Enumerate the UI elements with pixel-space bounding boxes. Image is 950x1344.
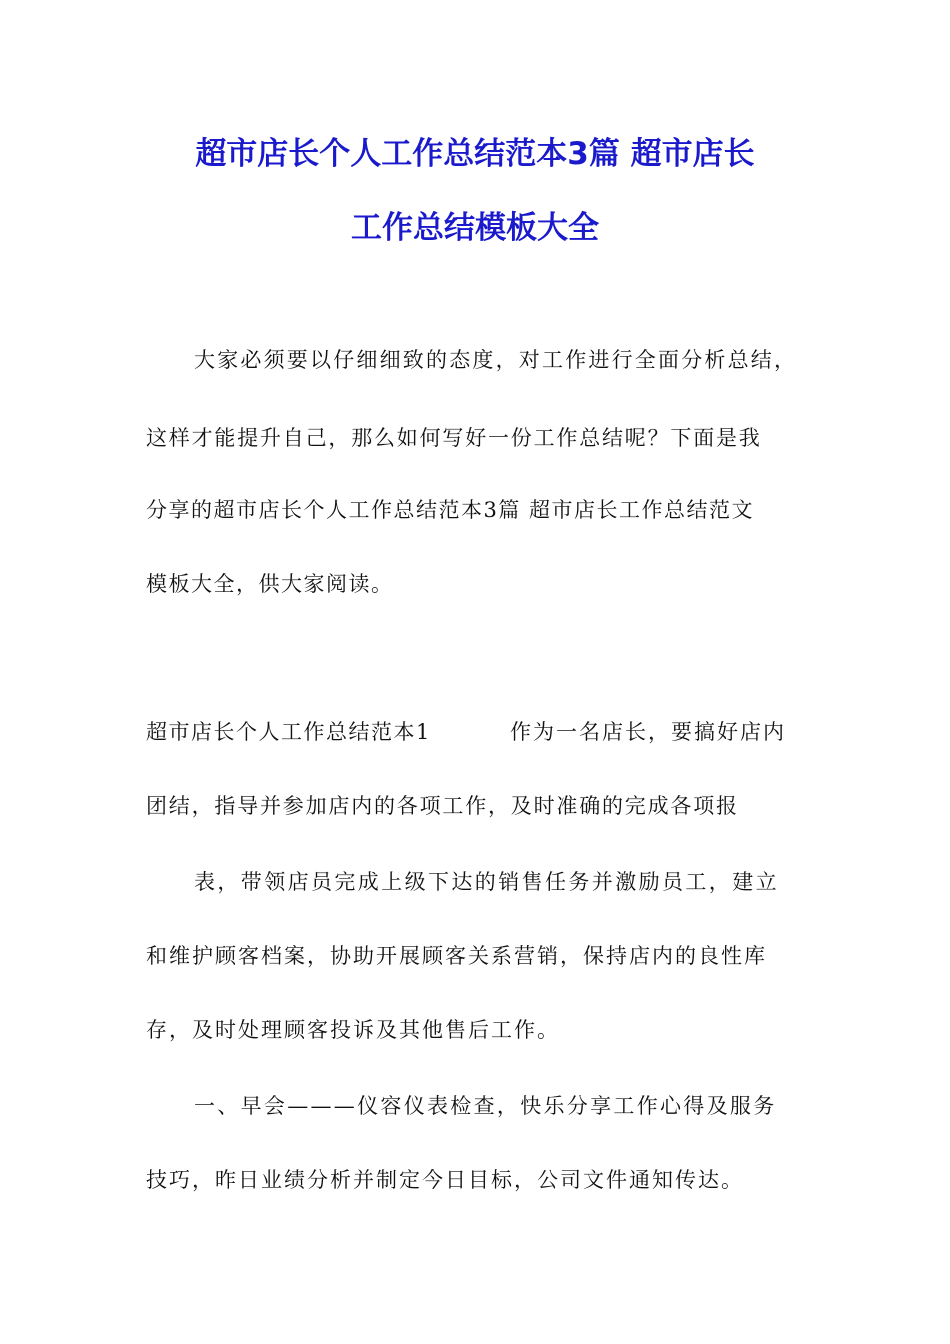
section-1-line-3: 表，带领店员完成上级下达的销售任务并激励员工，建立 [194, 870, 779, 894]
intro-line-1: 大家必须要以仔细细致的态度，对工作进行全面分析总结， [194, 348, 798, 372]
section-1-heading: 超市店长个人工作总结范本1 [146, 720, 431, 744]
section-1-line-5: 存，及时处理顾客投诉及其他售后工作。 [146, 1018, 560, 1042]
intro-line-2: 这样才能提升自己，那么如何写好一份工作总结呢？下面是我 [146, 426, 762, 450]
document-title-line-1: 超市店长个人工作总结范本3篇 超市店长 [195, 136, 755, 172]
section-1-line-2: 团结，指导并参加店内的各项工作，及时准确的完成各项报 [146, 794, 739, 818]
document-title-line-2: 工作总结模板大全 [351, 210, 599, 246]
intro-line-3: 分享的超市店长个人工作总结范本3篇 超市店长工作总结范文 [146, 498, 755, 522]
section-1-line-4: 和维护顾客档案，协助开展顾客关系营销，保持店内的良性库 [146, 944, 767, 968]
section-1-line-1: 作为一名店长，要搞好店内 [510, 720, 786, 744]
section-1-line-6: 一、早会———仪容仪表检查，快乐分享工作心得及服务 [194, 1094, 777, 1118]
intro-line-4: 模板大全，供大家阅读。 [146, 572, 394, 596]
section-1-line-7: 技巧，昨日业绩分析并制定今日目标，公司文件通知传达。 [146, 1168, 744, 1192]
